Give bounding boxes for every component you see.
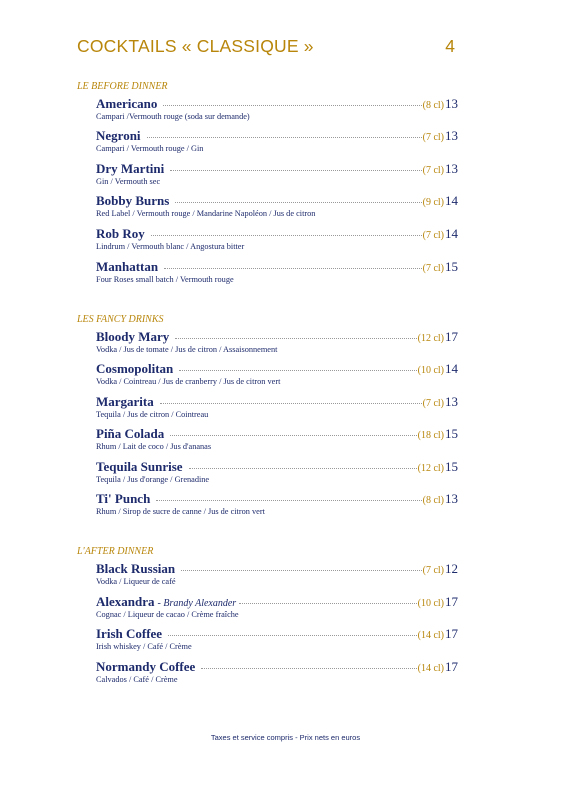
item-name: Bobby Burns [96,193,170,208]
menu-item [96,626,458,658]
item-price: 14 [445,226,458,241]
menu-item [96,491,458,523]
item-ingredients: Calvados / Café / Crème [96,675,178,684]
leader-dots [168,634,417,636]
leader-dots [147,136,422,138]
item-price: 17 [445,626,458,641]
leader-dots [181,569,421,571]
item-ingredients: Campari / Vermouth rouge / Gin [96,144,204,153]
item-name: Americano [96,96,158,111]
leader-dots [239,602,416,604]
item-price: 15 [445,459,458,474]
item-price: 17 [445,329,458,344]
page-number: 4 [445,36,455,56]
menu-item [96,96,458,128]
item-price: 15 [445,259,458,274]
item-price: 13 [445,161,458,176]
item-volume: (18 cl) [417,430,444,441]
item-ingredients: Vodka / Liqueur de café [96,577,176,586]
item-price: 17 [445,659,458,674]
section-title-fancy-drinks: LES FANCY DRINKS [77,314,164,325]
item-volume: (7 cl) [422,132,444,143]
item-ingredients: Vodka / Jus de tomate / Jus de citron / Assaisonnement [96,345,278,354]
item-name: Piña Colada [96,426,165,441]
menu-item [96,161,458,193]
leader-dots [179,369,416,371]
item-ingredients: Red Label / Vermouth rouge / Mandarine Napoléon / Jus de citron [96,209,316,218]
item-name: Ti' Punch [96,491,151,506]
menu-item [96,128,458,160]
item-volume: (9 cl) [422,197,444,208]
item-name: Black Russian [96,561,176,576]
item-name: Normandy Coffee [96,659,196,674]
item-name: Cosmopolitan [96,361,174,376]
item-name: Rob Roy [96,226,145,241]
item-volume: (7 cl) [422,230,444,241]
item-subtitle: - Brandy Alexander [157,598,237,609]
item-name: Dry Martini [96,161,165,176]
menu-item [96,226,458,258]
leader-dots [175,201,421,203]
item-price: 15 [445,426,458,441]
leader-dots [201,667,416,669]
leader-dots [151,234,422,236]
item-ingredients: Cognac / Liqueur de cacao / Crème fraîche [96,610,239,619]
item-ingredients: Gin / Vermouth sec [96,177,161,186]
item-volume: (8 cl) [422,495,444,506]
menu-item [96,426,458,458]
menu-item [96,329,458,361]
item-volume: (14 cl) [417,663,444,674]
item-ingredients: Rhum / Lait de coco / Jus d'ananas [96,442,212,451]
item-volume: (7 cl) [422,165,444,176]
item-volume: (10 cl) [417,365,444,376]
item-name: Bloody Mary [96,329,170,344]
item-price: 13 [445,491,458,506]
page-title: COCKTAILS « CLASSIQUE » [77,36,314,56]
item-price: 14 [445,361,458,376]
item-volume: (12 cl) [417,463,444,474]
item-volume: (14 cl) [417,630,444,641]
item-ingredients: Vodka / Cointreau / Jus de cranberry / Jus de citron vert [96,377,281,386]
menu-item [96,561,458,593]
leader-dots [189,467,417,469]
leader-dots [164,267,421,269]
item-name: Irish Coffee [96,626,163,641]
item-ingredients: Campari /Vermouth rouge (soda sur demande) [96,112,250,121]
leader-dots [156,499,421,501]
item-name: Negroni [96,128,141,143]
item-volume: (7 cl) [422,263,444,274]
item-price: 14 [445,193,458,208]
leader-dots [160,402,422,404]
item-ingredients: Lindrum / Vermouth blanc / Angostura bitter [96,242,245,251]
section-title-after-dinner: L'AFTER DINNER [77,546,154,557]
item-ingredients: Tequila / Jus d'orange / Grenadine [96,475,210,484]
item-name: Manhattan [96,259,159,274]
page-header [77,36,455,58]
menu-item [96,659,458,691]
item-price: 13 [445,394,458,409]
item-price: 17 [445,594,458,609]
footer-note: Taxes et service compris - Prix nets en euros [210,733,361,742]
menu-item [96,193,458,225]
menu-item [96,459,458,491]
item-volume: (12 cl) [417,333,444,344]
item-price: 13 [445,96,458,111]
leader-dots [170,169,421,171]
menu-item [96,259,458,291]
leader-dots [175,337,416,339]
item-price: 13 [445,128,458,143]
menu-item [96,361,458,393]
item-volume: (7 cl) [422,398,444,409]
item-volume: (10 cl) [417,598,444,609]
item-name: Margarita [96,394,154,409]
section-title-before-dinner: LE BEFORE DINNER [77,81,168,92]
item-ingredients: Tequila / Jus de citron / Cointreau [96,410,209,419]
item-ingredients: Rhum / Sirop de sucre de canne / Jus de citron vert [96,507,265,516]
item-name: Alexandra [96,594,155,609]
item-ingredients: Four Roses small batch / Vermouth rouge [96,275,234,284]
item-volume: (7 cl) [422,565,444,576]
item-volume: (8 cl) [422,100,444,111]
menu-item [96,394,458,426]
menu-item [96,594,458,626]
item-name: Tequila Sunrise [96,459,183,474]
leader-dots [170,434,416,436]
item-price: 12 [445,561,458,576]
leader-dots [163,104,421,106]
item-ingredients: Irish whiskey / Café / Crème [96,642,192,651]
